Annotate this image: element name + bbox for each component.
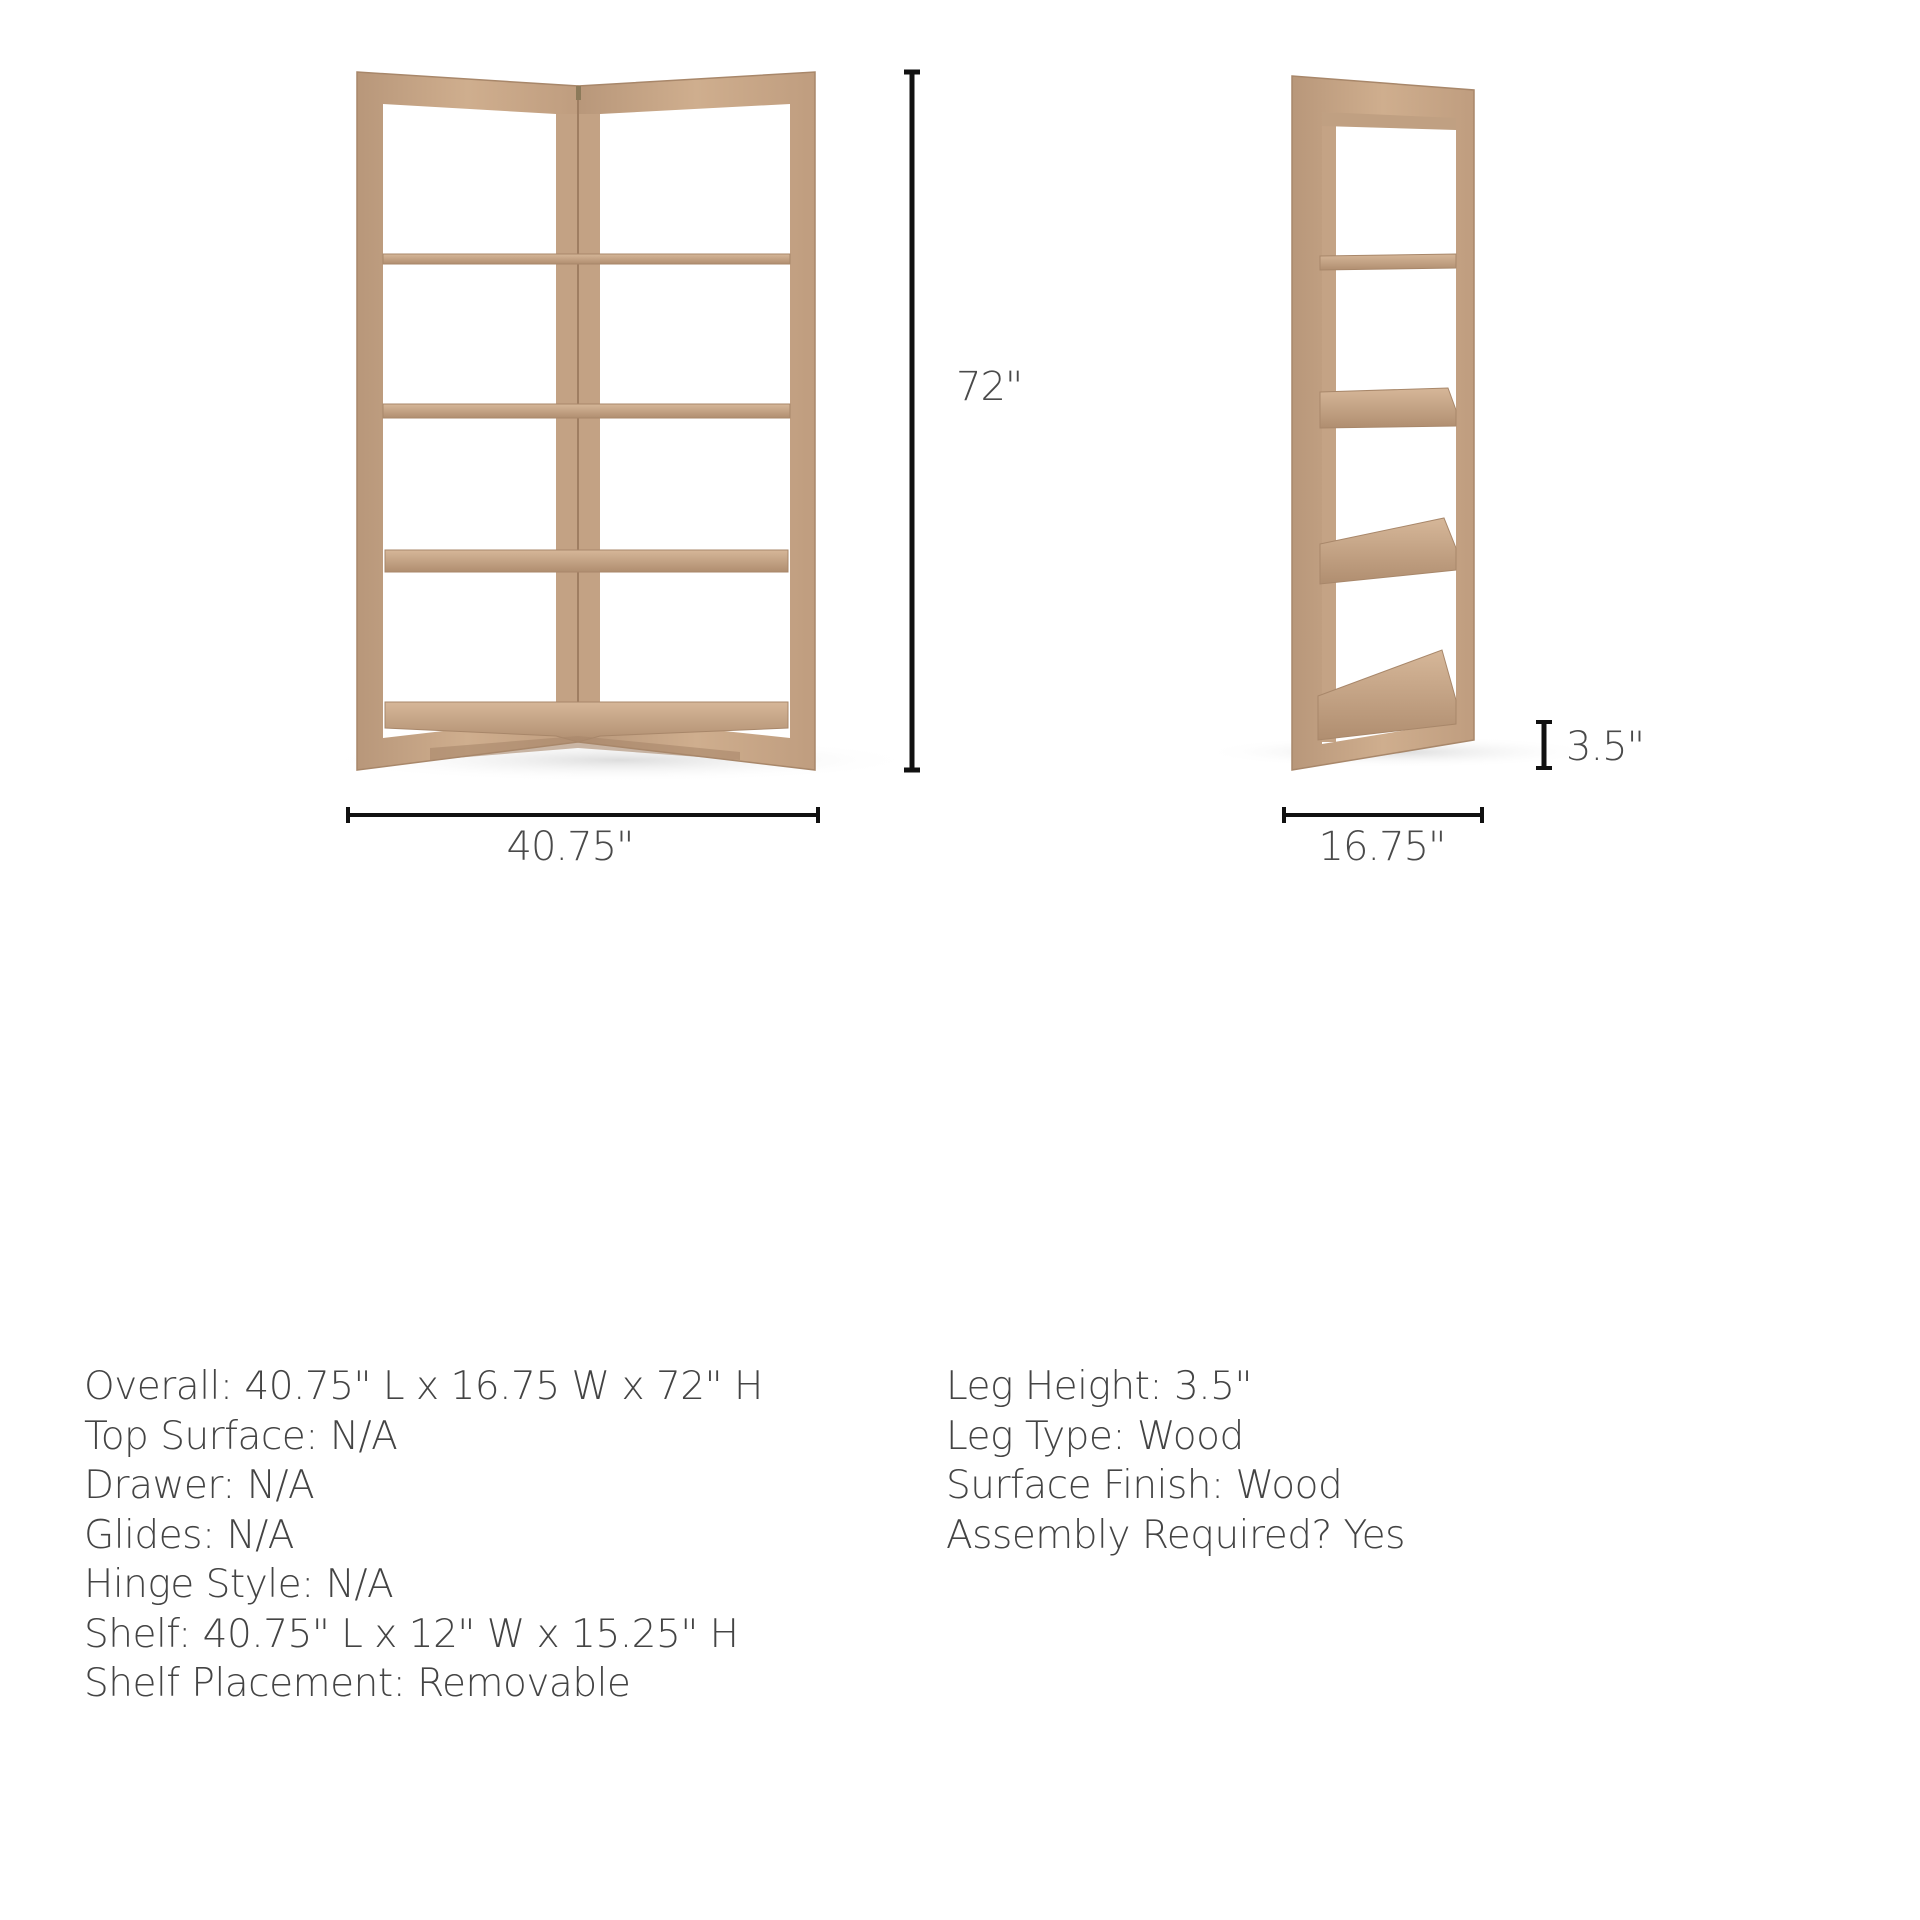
height-dimension bbox=[904, 72, 1022, 770]
specs-right-column bbox=[946, 1362, 1405, 1560]
spec-shelf: Shelf: 40.75" L x 12" W x 15.25" H bbox=[84, 1611, 739, 1657]
width-label: 40.75" bbox=[506, 824, 634, 870]
spec-overall: Overall: 40.75" L x 16.75 W x 72" H bbox=[84, 1364, 763, 1409]
spec-assembly-required: Assembly Required? Yes bbox=[946, 1512, 1405, 1558]
side-width-label: 16.75" bbox=[1318, 824, 1446, 870]
specs-left-column bbox=[84, 1362, 763, 1709]
corner-bookshelf-front-view-icon bbox=[320, 72, 920, 782]
width-dimension bbox=[348, 807, 818, 870]
spec-drawer: Drawer: N/A bbox=[84, 1463, 315, 1508]
height-label: 72" bbox=[956, 364, 1023, 410]
corner-bookshelf-side-view-icon bbox=[1200, 76, 1600, 770]
spec-hinge-style: Hinge Style: N/A bbox=[84, 1562, 394, 1607]
spec-leg-type: Leg Type: Wood bbox=[946, 1413, 1244, 1459]
spec-surface-finish: Surface Finish: Wood bbox=[946, 1463, 1343, 1508]
spec-glides: Glides: N/A bbox=[84, 1512, 294, 1558]
side-width-dimension bbox=[1284, 807, 1482, 870]
leg-height-label: 3.5" bbox=[1566, 724, 1645, 770]
spec-shelf-placement: Shelf Placement: Removable bbox=[84, 1661, 631, 1706]
dimension-drawing bbox=[0, 0, 1920, 900]
spec-top-surface: Top Surface: N/A bbox=[84, 1413, 398, 1459]
spec-leg-height: Leg Height: 3.5" bbox=[946, 1364, 1252, 1409]
